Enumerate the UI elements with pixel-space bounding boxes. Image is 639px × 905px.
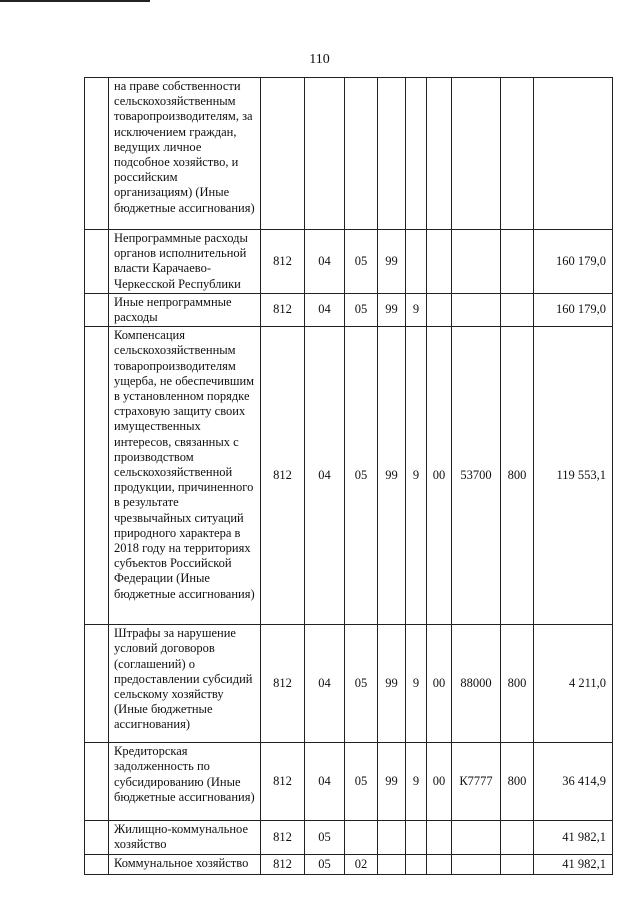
expense-type-code: 800 bbox=[501, 625, 534, 743]
direction-code bbox=[427, 293, 452, 326]
table-row bbox=[85, 293, 613, 326]
subsection-code: 02 bbox=[345, 854, 378, 874]
expense-type-code bbox=[501, 230, 534, 294]
article-code bbox=[452, 78, 501, 230]
ministry-code: 812 bbox=[261, 293, 305, 326]
table-row bbox=[85, 625, 613, 743]
direction-code: 00 bbox=[427, 743, 452, 821]
expense-type-code bbox=[501, 293, 534, 326]
amount: 4 211,0 bbox=[534, 625, 613, 743]
section-code: 04 bbox=[305, 625, 345, 743]
expense-type-code bbox=[501, 854, 534, 874]
page-number: 110 bbox=[309, 52, 330, 67]
subsection-code bbox=[345, 821, 378, 854]
row-number-cell bbox=[85, 743, 109, 821]
amount: 41 982,1 bbox=[534, 854, 613, 874]
program-code: 99 bbox=[378, 327, 406, 625]
ministry-code: 812 bbox=[261, 854, 305, 874]
article-code bbox=[452, 293, 501, 326]
amount: 160 179,0 bbox=[534, 293, 613, 326]
subprogram-code: 9 bbox=[406, 743, 427, 821]
article-code: К7777 bbox=[452, 743, 501, 821]
row-number-cell bbox=[85, 293, 109, 326]
article-code: 88000 bbox=[452, 625, 501, 743]
direction-code: 00 bbox=[427, 625, 452, 743]
amount: 41 982,1 bbox=[534, 821, 613, 854]
expense-type-code bbox=[501, 821, 534, 854]
budget-table bbox=[84, 77, 613, 875]
subprogram-code bbox=[406, 821, 427, 854]
section-code bbox=[305, 78, 345, 230]
ministry-code: 812 bbox=[261, 743, 305, 821]
subprogram-code bbox=[406, 230, 427, 294]
article-code: 53700 bbox=[452, 327, 501, 625]
expense-name: Штрафы за нарушение условий договоров (соглашений) о предоставлении субсидий сельскому хозяйству (Иные бюджетные ассигнования) bbox=[109, 625, 261, 743]
row-number-cell bbox=[85, 230, 109, 294]
direction-code: 00 bbox=[427, 327, 452, 625]
article-code bbox=[452, 230, 501, 294]
ministry-code: 812 bbox=[261, 327, 305, 625]
expense-name: Непрограммные расходы органов исполнительной власти Карачаево-Черкесской Республики bbox=[109, 230, 261, 294]
table-row bbox=[85, 327, 613, 625]
article-code bbox=[452, 854, 501, 874]
ministry-code: 812 bbox=[261, 230, 305, 294]
subsection-code: 05 bbox=[345, 327, 378, 625]
ministry-code: 812 bbox=[261, 821, 305, 854]
expense-name: на праве собственности сельскохозяйственным товаропроизводителям, за исключением граждан, ведущих личное подсобное хозяйство, и российским организациям) (Иные бюджетные ассигнования) bbox=[109, 78, 261, 230]
expense-name: Жилищно-коммунальное хозяйство bbox=[109, 821, 261, 854]
row-number-cell bbox=[85, 625, 109, 743]
table-row bbox=[85, 230, 613, 294]
expense-name: Иные непрограммные расходы bbox=[109, 293, 261, 326]
subsection-code: 05 bbox=[345, 293, 378, 326]
subsection-code: 05 bbox=[345, 743, 378, 821]
expense-type-code: 800 bbox=[501, 327, 534, 625]
ministry-code bbox=[261, 78, 305, 230]
subprogram-code: 9 bbox=[406, 293, 427, 326]
subprogram-code bbox=[406, 78, 427, 230]
expense-name: Коммунальное хозяйство bbox=[109, 854, 261, 874]
article-code bbox=[452, 821, 501, 854]
expense-name: Кредиторская задолженность по субсидированию (Иные бюджетные ассигнования) bbox=[109, 743, 261, 821]
direction-code bbox=[427, 854, 452, 874]
program-code bbox=[378, 78, 406, 230]
row-number-cell bbox=[85, 821, 109, 854]
row-number-cell bbox=[85, 78, 109, 230]
section-code: 04 bbox=[305, 230, 345, 294]
section-code: 05 bbox=[305, 854, 345, 874]
subprogram-code: 9 bbox=[406, 327, 427, 625]
header-rule bbox=[0, 0, 150, 2]
program-code: 99 bbox=[378, 230, 406, 294]
table-row bbox=[85, 78, 613, 230]
subsection-code: 05 bbox=[345, 230, 378, 294]
expense-name: Компенсация сельскохозяйственным товаропроизводителям ущерба, не обеспечившим в установленном порядке страховую защиту своих имущественных интересов, связанных с производством сельскохозяйственной продукции, причиненного в результате чрезвычайных ситуаций природного характера в 2018 году на территориях субъектов Российской Федерации (Иные бюджетные ассигнования) bbox=[109, 327, 261, 625]
row-number-cell bbox=[85, 327, 109, 625]
subprogram-code: 9 bbox=[406, 625, 427, 743]
section-code: 04 bbox=[305, 327, 345, 625]
subsection-code bbox=[345, 78, 378, 230]
program-code bbox=[378, 821, 406, 854]
amount: 160 179,0 bbox=[534, 230, 613, 294]
subprogram-code bbox=[406, 854, 427, 874]
amount: 36 414,9 bbox=[534, 743, 613, 821]
expense-type-code bbox=[501, 78, 534, 230]
program-code: 99 bbox=[378, 625, 406, 743]
amount bbox=[534, 78, 613, 230]
program-code bbox=[378, 854, 406, 874]
section-code: 04 bbox=[305, 293, 345, 326]
direction-code bbox=[427, 230, 452, 294]
direction-code bbox=[427, 821, 452, 854]
section-code: 05 bbox=[305, 821, 345, 854]
table-row bbox=[85, 743, 613, 821]
table-row bbox=[85, 854, 613, 874]
program-code: 99 bbox=[378, 743, 406, 821]
row-number-cell bbox=[85, 854, 109, 874]
subsection-code: 05 bbox=[345, 625, 378, 743]
ministry-code: 812 bbox=[261, 625, 305, 743]
expense-type-code: 800 bbox=[501, 743, 534, 821]
amount: 119 553,1 bbox=[534, 327, 613, 625]
section-code: 04 bbox=[305, 743, 345, 821]
direction-code bbox=[427, 78, 452, 230]
table-row bbox=[85, 821, 613, 854]
program-code: 99 bbox=[378, 293, 406, 326]
